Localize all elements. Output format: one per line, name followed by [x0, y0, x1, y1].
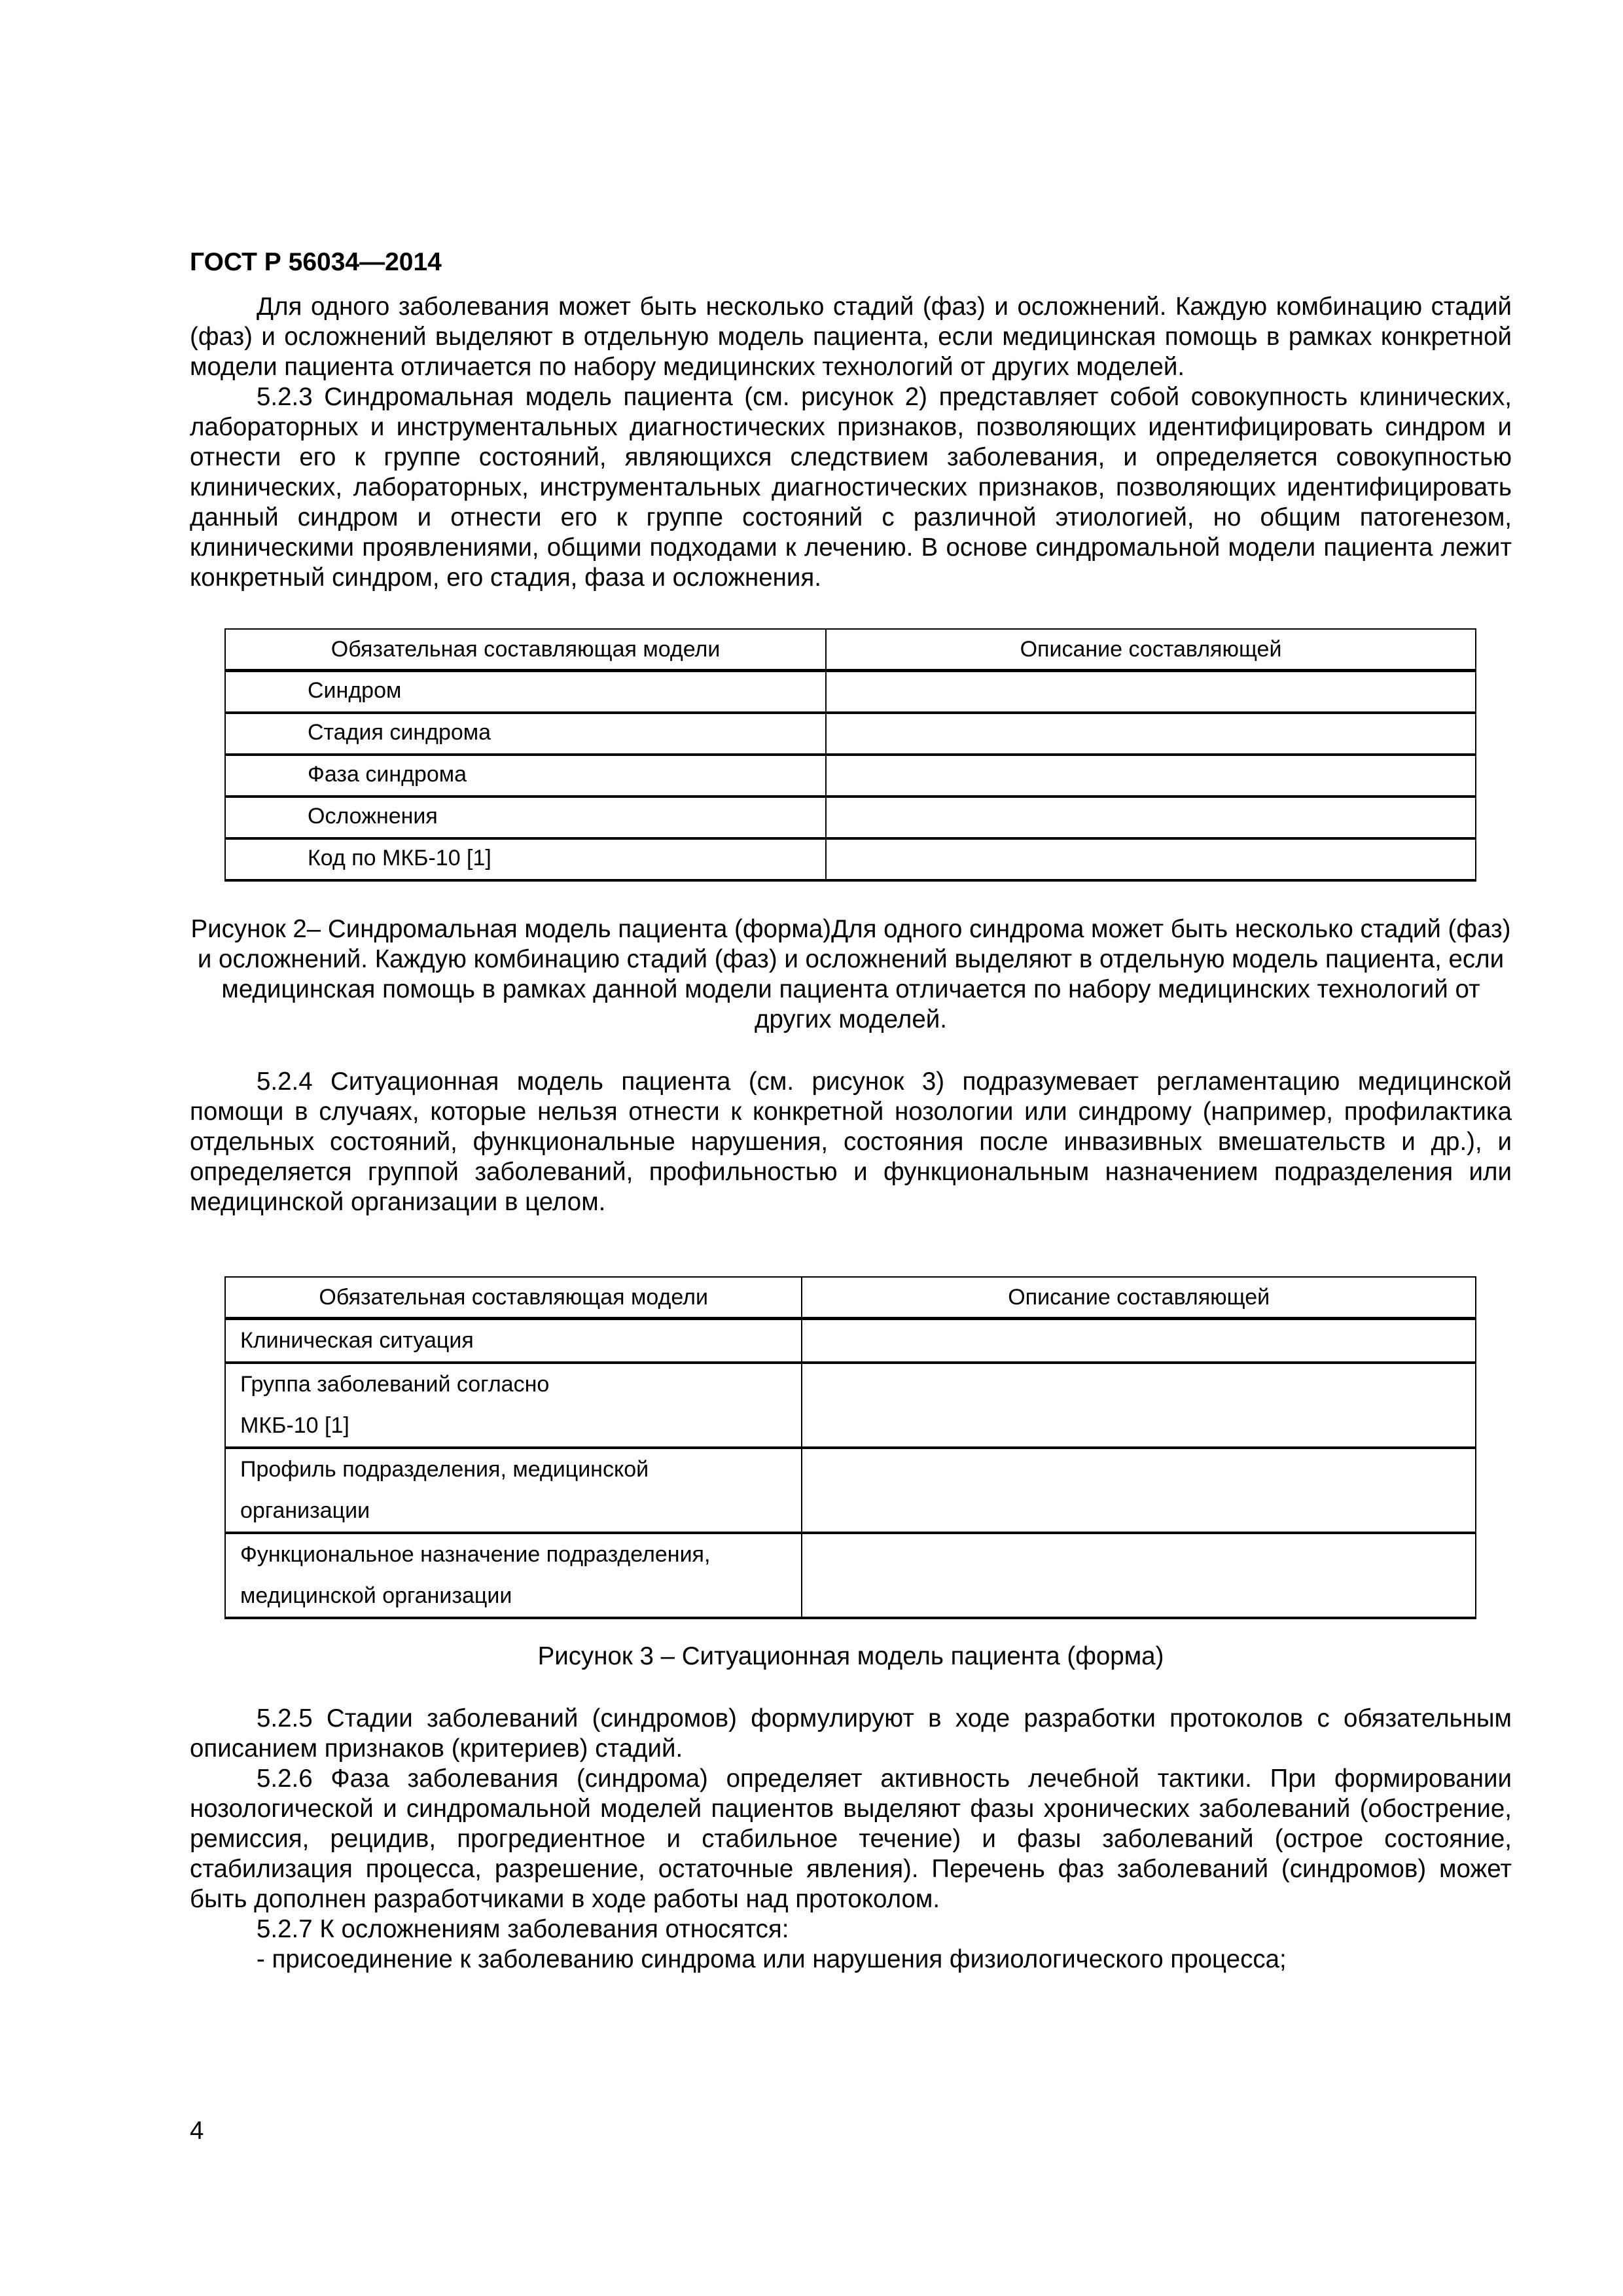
table-cell: Стадия синдрома [225, 713, 826, 755]
table-row [225, 671, 1476, 713]
text-block-2 [190, 1067, 1512, 1217]
table-row [225, 1363, 1476, 1448]
figure-caption-3: Рисунок 3 – Ситуационная модель пациента (форма) [537, 1642, 1164, 1670]
paragraph: - присоединение к заболеванию синдрома или нарушения физиологического процесса; [257, 1945, 1287, 1973]
table-header-row [225, 629, 1476, 671]
column-header: Обязательная составляющая модели [225, 1277, 802, 1319]
table-cell: Код по МКБ-10 [1] [225, 838, 826, 880]
table-cell: Клиническая ситуация [225, 1319, 802, 1363]
table-cell [802, 1533, 1476, 1618]
table-row [225, 1319, 1476, 1363]
table-cell [826, 755, 1476, 797]
table-row [225, 1448, 1476, 1533]
table-cell: Профиль подразделения, медицинской организации [225, 1448, 802, 1533]
situational-model-table [224, 1276, 1476, 1619]
table-cell: Функциональное назначение подразделения, медицинской организации [225, 1533, 802, 1618]
paragraph: Для одного заболевания может быть несколько стадий (фаз) и осложнений. Каждую комбинацию стадий (фаз) и осложнений выделяют в отдельную модель пациента, если медицинская помощь в рамках конкретной модели пациента отличается по набору медицинских технологий от других моделей. [190, 293, 1512, 381]
figure-caption-2: Рисунок 2– Синдромальная модель пациента (форма)Для одного синдрома может быть несколько стадий (фаз) и осложнений. Каждую комбинацию стадий (фаз) и осложнений выделяют в отдельную модель пациента, если медицинская помощь в рамках данной модели пациента отличается по набору медицинских технологий от других моделей. [190, 915, 1511, 1033]
paragraph: 5.2.7 К осложнениям заболевания относятся: [257, 1915, 789, 1943]
table-cell [826, 838, 1476, 880]
table-cell: Синдром [225, 671, 826, 713]
table-row [225, 755, 1476, 797]
paragraph: 5.2.3 Синдромальная модель пациента (см. рисунок 2) представляет собой совокупность клинических, лабораторных и инструментальных диагностических признаков, позволяющих идентифицировать синдром и отнести его к группе состояний, являющихся следствием заболевания, и определяется совокупностью клинических, лабораторных, инструментальных диагностических признаков, позволяющих идентифицировать данный синдром и отнести его к группе состояний с различной этиологией, но общим патогенезом, клиническими проявлениями, общими подходами к лечению. В основе синдромальной модели пациента лежит конкретный синдром, его стадия, фаза и осложнения. [190, 383, 1512, 592]
table-row [225, 838, 1476, 880]
table-row [225, 1533, 1476, 1618]
table-row [225, 713, 1476, 755]
text-block-3 [190, 1704, 1512, 1975]
table-cell: Группа заболеваний согласно МКБ-10 [1] [225, 1363, 802, 1448]
paragraph: 5.2.6 Фаза заболевания (синдрома) определяет активность лечебной тактики. При формировании нозологической и синдромальной моделей пациентов выделяют фазы хронических заболеваний (обострение, ремиссия, рецидив, прогредиентное и стабильное течение) и фазы заболеваний (острое состояние, стабилизация процесса, разрешение, остаточные явления). Перечень фаз заболеваний (синдромов) может быть дополнен разработчиками в ходе работы над протоколом. [190, 1765, 1512, 1913]
table-cell [826, 713, 1476, 755]
column-header: Обязательная составляющая модели [225, 629, 826, 671]
syndromic-model-table [224, 628, 1476, 882]
table-cell [802, 1319, 1476, 1363]
text-block-1 [190, 292, 1512, 593]
table-cell [802, 1448, 1476, 1533]
column-header: Описание составляющей [802, 1277, 1476, 1319]
table-header-row [225, 1277, 1476, 1319]
table-cell [802, 1363, 1476, 1448]
table-cell [826, 797, 1476, 838]
paragraph: 5.2.5 Стадии заболеваний (синдромов) формулируют в ходе разработки протоколов с обязательным описанием признаков (критериев) стадий. [190, 1704, 1512, 1763]
table-row [225, 797, 1476, 838]
paragraph: 5.2.4 Ситуационная модель пациента (см. рисунок 3) подразумевает регламентацию медицинской помощи в случаях, которые нельзя отнести к конкретной нозологии или синдрому (например, профилактика отдельных состояний, функциональные нарушения, состояния после инвазивных вмешательств и др.), и определяется группой заболеваний, профильностью и функциональным назначением подразделения или медицинской организации в целом. [190, 1067, 1512, 1216]
column-header: Описание составляющей [826, 629, 1476, 671]
page-number: 4 [190, 2117, 204, 2145]
table-cell: Фаза синдрома [225, 755, 826, 797]
table-cell [826, 671, 1476, 713]
document-header: ГОСТ Р 56034—2014 [190, 248, 442, 276]
table-cell: Осложнения [225, 797, 826, 838]
